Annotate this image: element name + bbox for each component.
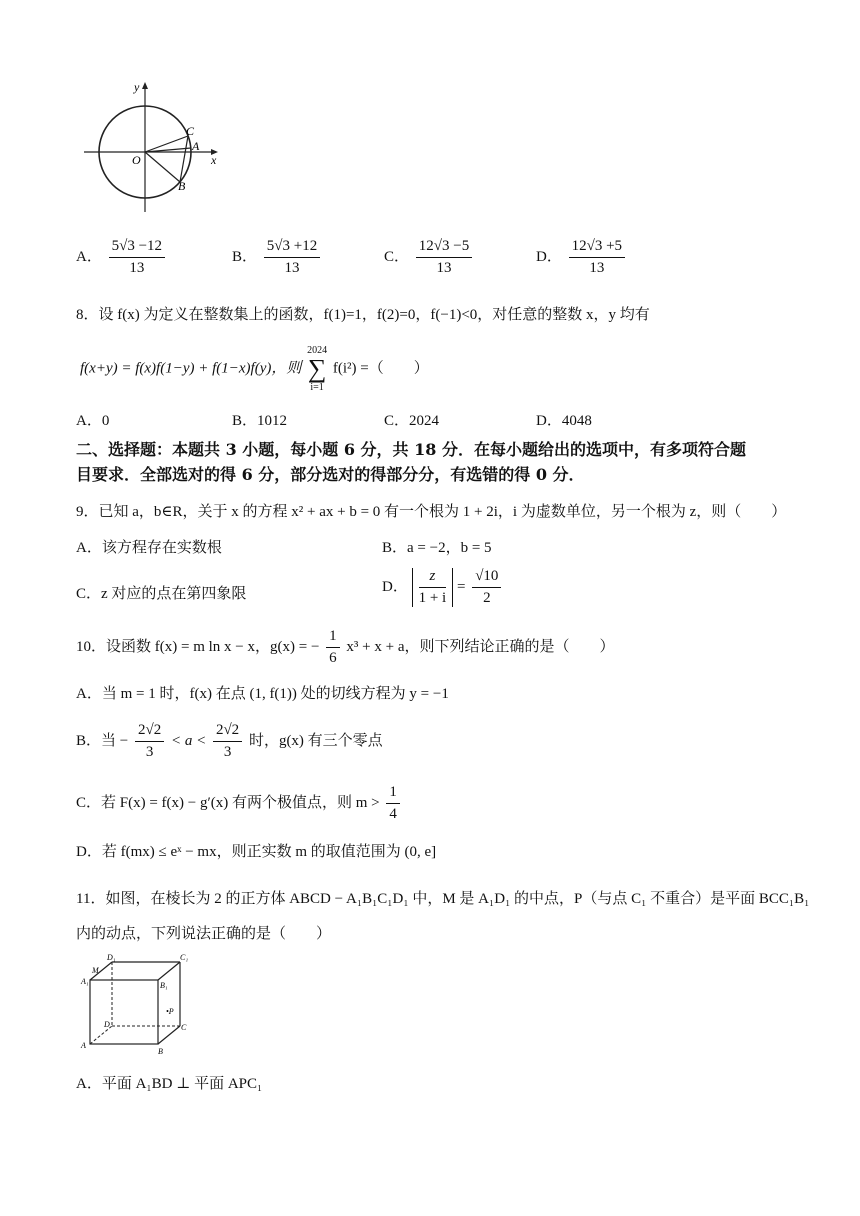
q9-option-a[interactable]: A．该方程存在实数根 (76, 540, 222, 556)
q7-d-den: 13 (589, 260, 605, 276)
fig7-label-a: A (192, 139, 200, 153)
q10-b-num2: 2√2 (213, 722, 242, 742)
q8-sum-top: 2024 (307, 345, 328, 356)
cube-label-a: A (81, 1041, 86, 1050)
q10-stem-pre: 10．设函数 f(x) = m ln x − x，g(x) = − (76, 638, 320, 655)
q10-stem-fden: 6 (329, 650, 337, 666)
cube-figure (80, 952, 200, 1062)
fig7-label-b: B (178, 179, 186, 193)
q10-b-den1: 3 (145, 744, 154, 760)
section2-heading-line2: 目要求．全部选对的得 6 分，部分选对的得部分分，有选错的得 0 分． (76, 465, 585, 484)
q11-option-a[interactable]: A．平面 A₁BD ⊥ 平面 APC₁ (76, 1076, 263, 1092)
q10-b-post: 时，g(x) 有三个零点 (248, 732, 383, 749)
q7-option-a-label: A． (76, 248, 102, 265)
fig7-label-x: x (211, 153, 217, 167)
q10-b-mid: < a < (170, 732, 207, 749)
q8-option-d[interactable]: D．4048 (536, 413, 592, 429)
cube-label-b1: B₁ (160, 981, 168, 990)
fig7-label-y: y (134, 80, 140, 94)
q7-a-den: 13 (129, 260, 145, 276)
q10-option-c[interactable] (76, 784, 403, 823)
q7-option-a[interactable] (76, 238, 168, 277)
cube-label-c1: C₁ (180, 953, 189, 962)
q8-stem-line1: 8．设 f(x) 为定义在整数集上的函数，f(1)=1，f(2)=0，f(−1)<0，对任意的整数 x，y 均有 (76, 307, 650, 323)
q11-stem-line2: 内的动点，下列说法正确的是（ ） (76, 926, 332, 942)
q11-stem-line1: 11．如图，在棱长为 2 的正方体 ABCD − A₁B₁C₁D₁ 中，M 是 A₁D₁ 的中点，P（与点 C₁ 不重合）是平面 BCC₁B₁ (76, 891, 810, 907)
q9-d-rden: 2 (483, 590, 491, 606)
cube-label-d1: D₁ (107, 953, 116, 962)
q9-stem: 9．已知 a，b∈R，关于 x 的方程 x² + ax + b = 0 有一个根为 1 + 2i，i 为虚数单位，另一个根为 z，则（ ） (76, 504, 787, 520)
cube-label-m: M (92, 966, 99, 975)
q7-c-den: 13 (436, 260, 452, 276)
cube-label-b: B (158, 1047, 163, 1056)
q8-option-b[interactable]: B．1012 (232, 413, 288, 429)
cube-label-a1: A₁ (81, 977, 89, 986)
fig7-label-c: C (186, 124, 195, 138)
q9-option-d-label: D． (382, 578, 408, 595)
q7-option-b[interactable] (232, 238, 323, 277)
q8-sum-bottom: i=1 (310, 382, 324, 393)
q8-summation (307, 345, 327, 393)
q9-option-c[interactable]: C．z 对应的点在第四象限 (76, 586, 247, 602)
unit-circle-figure (78, 78, 228, 218)
q9-option-b[interactable]: B．a = −2，b = 5 (382, 540, 492, 556)
q7-b-den: 13 (284, 260, 300, 276)
q10-c-den: 4 (389, 806, 397, 822)
cube-label-p: •P (166, 1007, 174, 1016)
q8-option-c[interactable]: C．2024 (384, 413, 440, 429)
q10-b-pre: B．当 − (76, 732, 129, 749)
q7-a-num: 5√3 −12 (109, 238, 165, 258)
q10-b-den2: 3 (223, 744, 232, 760)
q9-option-d[interactable] (382, 568, 504, 607)
q9-d-rnum: √10 (472, 568, 501, 588)
q9-d-eq: = (456, 578, 466, 595)
q10-stem (76, 628, 614, 667)
q8-sum-sigma: ∑ (307, 354, 327, 383)
q7-d-num: 12√3 +5 (569, 238, 625, 258)
q8-stem-line2 (80, 345, 429, 393)
section2-heading-line1: 二、选择题：本题共 3 小题，每小题 6 分，共 18 分．在每小题给出的选项中，有多项符合题 (76, 440, 746, 459)
q9-d-abs (412, 568, 454, 607)
q10-b-num1: 2√2 (135, 722, 164, 742)
q7-option-c[interactable] (384, 238, 475, 277)
q7-option-d-label: D． (536, 248, 562, 265)
q7-option-b-label: B． (232, 248, 258, 265)
q10-c-num: 1 (386, 784, 400, 804)
q8-sum-term: f(i²) =（ ） (332, 360, 429, 377)
q10-option-a[interactable]: A．当 m = 1 时，f(x) 在点 (1, f(1)) 处的切线方程为 y = −1 (76, 686, 449, 702)
q10-stem-post: x³ + x + a，则下列结论正确的是（ ） (346, 638, 615, 655)
q8-option-a[interactable]: A．0 (76, 413, 110, 429)
q7-b-num: 5√3 +12 (264, 238, 320, 258)
cube-label-c: C (181, 1023, 187, 1032)
cube-label-d: D (104, 1020, 110, 1029)
q7-c-num: 12√3 −5 (416, 238, 472, 258)
q9-d-den: 1 + i (418, 590, 447, 606)
q10-option-b[interactable] (76, 722, 383, 761)
q9-d-num: z (419, 568, 447, 588)
q10-c-pre: C．若 F(x) = f(x) − g′(x) 有两个极值点，则 m > (76, 794, 380, 811)
q10-stem-fnum: 1 (326, 628, 340, 648)
q8-equation: f(x+y) = f(x)f(1−y) + f(1−x)f(y)，则 (80, 360, 302, 377)
q7-option-d[interactable] (536, 238, 628, 277)
fig7-label-o: O (132, 153, 141, 167)
q7-option-c-label: C． (384, 248, 410, 265)
q10-option-d[interactable]: D．若 f(mx) ≤ eˣ − mx，则正实数 m 的取值范围为 (0, e] (76, 844, 437, 860)
